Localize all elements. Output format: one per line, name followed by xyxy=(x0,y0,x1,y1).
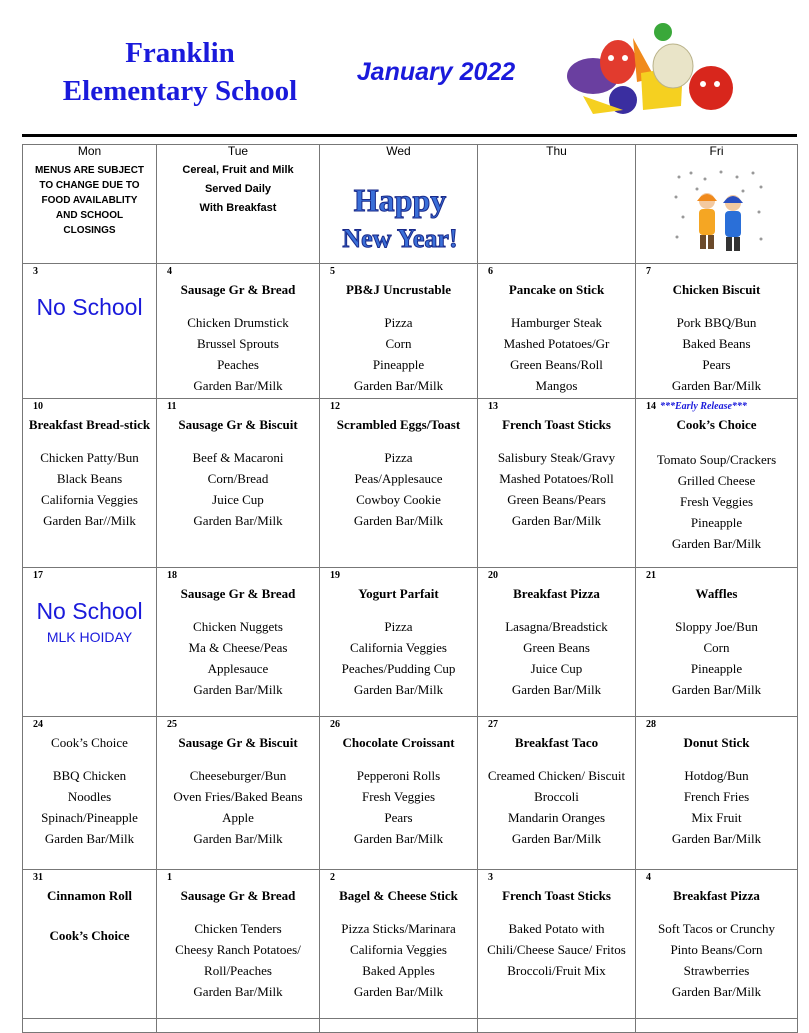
menu-item: Garden Bar/Milk xyxy=(193,682,283,697)
day-cell xyxy=(636,568,798,717)
school-name-line2: Elementary School xyxy=(62,75,298,107)
day-cell xyxy=(320,399,478,568)
day-cell xyxy=(478,399,636,568)
happy-new-year-graphic xyxy=(330,175,470,255)
menu-item: Tomato Soup/Crackers xyxy=(656,452,777,467)
menu-item: Brussel Sprouts xyxy=(197,336,279,351)
lunch-title: Cook’s Choice xyxy=(49,928,130,943)
menu-item: Garden Bar/Milk xyxy=(353,682,444,697)
day-number-text: 3 xyxy=(33,266,38,277)
day-cell xyxy=(23,264,157,399)
menu-item: Pears xyxy=(384,810,413,825)
day-number-text: 24 xyxy=(33,719,43,730)
breakfast-title: Yogurt Parfait xyxy=(358,586,439,601)
breakfast-title: Sausage Gr & Bread xyxy=(180,888,296,903)
menu-item: Lasagna/Breadstick xyxy=(505,619,608,634)
day-number xyxy=(320,870,477,884)
day-number-text: 10 xyxy=(33,401,43,412)
day-number xyxy=(478,399,635,413)
menu-item: Garden Bar/Milk xyxy=(44,831,135,846)
menu-item: Baked Beans xyxy=(682,336,751,351)
menu-item: Fresh Veggies xyxy=(361,789,436,804)
lunch-items xyxy=(636,918,797,1002)
day-number-text: 17 xyxy=(33,570,43,581)
day-cell xyxy=(157,717,320,870)
day-number-text: 18 xyxy=(167,570,177,581)
menu-item: Corn xyxy=(703,640,730,655)
school-name xyxy=(0,34,360,110)
day-cell xyxy=(320,717,478,870)
day-number xyxy=(320,399,477,413)
day-number xyxy=(23,870,156,884)
menu-item: Pinto Beans/Corn xyxy=(670,942,763,957)
day-cell xyxy=(478,870,636,1033)
menu-item: Garden Bar/Milk xyxy=(511,513,602,528)
day-number xyxy=(636,870,797,884)
empty-cell xyxy=(478,157,636,264)
happy-text: Happy xyxy=(353,182,447,218)
day-cell xyxy=(157,264,320,399)
menu-item: Cheeseburger/Bun xyxy=(189,768,287,783)
menu-item: Garden Bar/Milk xyxy=(671,984,762,999)
menu-item: Pizza xyxy=(384,315,413,330)
menu-item: Black Beans xyxy=(56,471,123,486)
lunch-items xyxy=(478,918,635,981)
day-number-text: 13 xyxy=(488,401,498,412)
day-cell xyxy=(320,870,478,1033)
day-number xyxy=(636,568,797,582)
menu-item: Beef & Macaroni xyxy=(192,450,284,465)
menu-item: Garden Bar/Milk xyxy=(671,378,762,393)
menu-notice-cell xyxy=(23,157,157,264)
menu-item: Garden Bar/Milk xyxy=(193,378,283,393)
day-number-text: 19 xyxy=(330,570,340,581)
menu-item: Broccoli/Fruit Mix xyxy=(507,963,606,978)
menu-item: Applesauce xyxy=(207,661,269,676)
breakfast-notice-cell xyxy=(157,157,320,264)
week-row xyxy=(23,717,798,870)
day-number-text: 7 xyxy=(646,266,651,277)
menu-item: California Veggies xyxy=(350,640,447,655)
menu-item: Garden Bar/Milk xyxy=(353,378,444,393)
day-cell xyxy=(157,568,320,717)
menu-item: Chicken Drumstick xyxy=(187,315,289,330)
menu-item: Pork BBQ/Bun xyxy=(676,315,757,330)
menu-item: French Fries xyxy=(683,789,750,804)
menu-item: Mandarin Oranges xyxy=(507,810,606,825)
day-number xyxy=(157,870,319,884)
breakfast-title: Scrambled Eggs/Toast xyxy=(336,417,461,432)
day-cell xyxy=(636,717,798,870)
menu-item: Peas/Applesauce xyxy=(354,471,443,486)
day-number xyxy=(636,399,797,413)
day-cell xyxy=(636,264,798,399)
lunch-items xyxy=(23,447,156,531)
menu-item: Salisbury Steak/Gravy xyxy=(497,450,616,465)
day-number-text: 4 xyxy=(646,872,651,883)
early-release-note: ***Early Release*** xyxy=(660,401,747,412)
day-cell xyxy=(636,399,798,568)
breakfast-title: Sausage Gr & Bread xyxy=(180,586,296,601)
breakfast-title: Breakfast Taco xyxy=(514,735,599,750)
day-cell xyxy=(320,264,478,399)
breakfast-title: PB&J Uncrustable xyxy=(345,282,452,297)
breakfast-title: Pancake on Stick xyxy=(508,282,605,297)
day-number xyxy=(157,399,319,413)
menu-item: Pizza Sticks/Marinara xyxy=(341,921,456,936)
menu-item: Chili/Cheese Sauce/ Fritos xyxy=(487,942,626,957)
day-number xyxy=(23,717,156,731)
menu-item: Spinach/Pineapple xyxy=(41,810,138,825)
day-number-text: 5 xyxy=(330,266,335,277)
lunch-items xyxy=(320,765,477,849)
menu-item: Broccoli xyxy=(534,789,579,804)
menu-item: Peaches xyxy=(217,357,259,372)
day-cell xyxy=(478,264,636,399)
breakfast-title: Breakfast Pizza xyxy=(673,888,760,903)
day-number-text: 2 xyxy=(330,872,335,883)
day-number-text: 26 xyxy=(330,719,340,730)
lunch-items xyxy=(478,616,635,700)
day-header-wed: Wed xyxy=(320,145,478,158)
menu-item: Garden Bar//Milk xyxy=(43,513,136,528)
no-school-label: No School xyxy=(36,294,143,320)
menu-item: Pears xyxy=(702,357,731,372)
lunch-items xyxy=(320,312,477,396)
breakfast-title: Breakfast Pizza xyxy=(513,586,600,601)
day-number-text: 21 xyxy=(646,570,656,581)
week-row xyxy=(23,568,798,717)
lunch-items xyxy=(157,616,319,700)
day-number-text: 12 xyxy=(330,401,340,412)
day-number-text: 6 xyxy=(488,266,493,277)
menu-item: Hamburger Steak xyxy=(510,315,603,330)
day-number xyxy=(157,717,319,731)
menu-item: Sloppy Joe/Bun xyxy=(675,619,758,634)
menu-item: Cheesy Ranch Potatoes/ xyxy=(175,942,301,957)
day-header-mon: Mon xyxy=(23,145,157,158)
day-number xyxy=(478,568,635,582)
menu-item: Green Beans xyxy=(523,640,590,655)
menu-item: Garden Bar/Milk xyxy=(671,536,762,551)
day-number-text: 14 xyxy=(646,401,656,412)
menu-item: Garden Bar/Milk xyxy=(353,831,444,846)
menu-item: Green Beans/Pears xyxy=(507,492,606,507)
menu-item: Roll/Peaches xyxy=(204,963,272,978)
lunch-items xyxy=(320,616,477,700)
breakfast-title: Breakfast Bread-stick xyxy=(28,417,151,432)
day-cell xyxy=(23,568,157,717)
menu-item: Pineapple xyxy=(690,661,743,676)
winter-kids-cell xyxy=(636,157,798,264)
day-number-text: 20 xyxy=(488,570,498,581)
breakfast-title: Cook’s Choice xyxy=(51,735,128,750)
menu-item: California Veggies xyxy=(350,942,447,957)
lunch-items xyxy=(320,918,477,1002)
children-in-snow-illustration xyxy=(671,167,766,255)
breakfast-title: Donut Stick xyxy=(683,735,750,750)
breakfast-title: Chocolate Croissant xyxy=(342,735,455,750)
breakfast-title: Bagel & Cheese Stick xyxy=(339,888,458,903)
menu-item: Garden Bar/Milk xyxy=(353,513,444,528)
no-school-label: No School xyxy=(36,598,143,624)
day-number-text: 28 xyxy=(646,719,656,730)
menu-item: Garden Bar/Milk xyxy=(671,831,762,846)
breakfast-title: Sausage Gr & Biscuit xyxy=(178,417,298,432)
day-number xyxy=(157,264,319,278)
day-number-text: 25 xyxy=(167,719,177,730)
menu-item: Mashed Potatoes/Gr xyxy=(503,336,610,351)
lunch-items xyxy=(157,447,319,531)
menu-item: Cowboy Cookie xyxy=(356,492,441,507)
menu-item: Baked Potato with xyxy=(508,921,605,936)
day-number-text: 1 xyxy=(167,872,172,883)
menu-item: Chicken Nuggets xyxy=(193,619,283,634)
day-cell xyxy=(478,568,636,717)
lunch-items xyxy=(636,616,797,700)
lunch-items xyxy=(157,312,319,396)
day-number xyxy=(478,264,635,278)
menu-change-notice: MENUS ARE SUBJECT TO CHANGE DUE TO FOOD AVAILABLITY AND SCHOOL CLOSINGS xyxy=(34,165,145,236)
menu-item: Pizza xyxy=(384,619,413,634)
menu-item: Pepperoni Rolls xyxy=(356,768,441,783)
week-row xyxy=(23,264,798,399)
breakfast-title: Waffles xyxy=(695,586,738,601)
lunch-items xyxy=(636,312,797,396)
menu-item: Green Beans/Roll xyxy=(510,357,603,372)
month-title: January 2022 xyxy=(356,58,516,86)
menu-item: Garden Bar/Milk xyxy=(193,984,283,999)
day-number xyxy=(636,264,797,278)
day-number-text: 4 xyxy=(167,266,172,277)
menu-item: Corn/Bread xyxy=(207,471,269,486)
menu-item: California Veggies xyxy=(41,492,138,507)
day-header-fri: Fri xyxy=(636,145,798,158)
day-number xyxy=(23,568,156,582)
lunch-items xyxy=(157,918,319,1002)
menu-item: Garden Bar/Milk xyxy=(193,831,283,846)
day-cell xyxy=(23,717,157,870)
week-row xyxy=(23,870,798,1033)
day-number-text: 11 xyxy=(167,401,177,412)
menu-calendar xyxy=(22,144,798,1033)
day-number xyxy=(636,717,797,731)
day-cell xyxy=(636,870,798,1033)
day-number xyxy=(23,264,156,278)
breakfast-title: Sausage Gr & Biscuit xyxy=(178,735,298,750)
day-cell xyxy=(23,399,157,568)
holiday-label: MLK HOIDAY xyxy=(46,629,133,645)
menu-item: Garden Bar/Milk xyxy=(193,513,283,528)
day-number xyxy=(23,399,156,413)
breakfast-notice: Cereal, Fruit and Milk Served Daily With Breakfast xyxy=(182,164,294,214)
menu-item: Mashed Potatoes/Roll xyxy=(499,471,614,486)
menu-item: Chicken Tenders xyxy=(194,921,282,936)
menu-item: Juice Cup xyxy=(530,661,583,676)
lunch-items xyxy=(478,765,635,849)
breakfast-title: Chicken Biscuit xyxy=(672,282,761,297)
lunch-items xyxy=(478,447,635,531)
menu-item: Pizza xyxy=(384,450,413,465)
menu-item: Baked Apples xyxy=(362,963,435,978)
day-cell xyxy=(157,870,320,1033)
lunch-items xyxy=(320,447,477,531)
day-header-tue: Tue xyxy=(157,145,320,158)
menu-item: Strawberries xyxy=(683,963,750,978)
menu-item: Garden Bar/Milk xyxy=(353,984,444,999)
day-cell xyxy=(23,870,157,1033)
day-number xyxy=(320,264,477,278)
school-name-line1: Franklin xyxy=(125,37,235,69)
menu-item: Pineapple xyxy=(690,515,743,530)
day-number xyxy=(320,717,477,731)
day-number-text: 31 xyxy=(33,872,43,883)
day-header-thu: Thu xyxy=(478,145,636,158)
breakfast-title: Cinnamon Roll xyxy=(47,888,132,903)
menu-item: Oven Fries/Baked Beans xyxy=(173,789,303,804)
lunch-items xyxy=(23,765,156,849)
lunch-items xyxy=(478,312,635,396)
lunch-items xyxy=(157,765,319,849)
menu-item: Noodles xyxy=(67,789,112,804)
menu-item: Soft Tacos or Crunchy xyxy=(658,921,775,936)
day-cell xyxy=(478,717,636,870)
day-number-text: 3 xyxy=(488,872,493,883)
menu-item: Mangos xyxy=(535,378,578,393)
menu-item: Garden Bar/Milk xyxy=(511,682,602,697)
menu-item: Ma & Cheese/Peas xyxy=(188,640,288,655)
menu-item: Chicken Patty/Bun xyxy=(40,450,139,465)
menu-item: BBQ Chicken xyxy=(52,768,127,783)
menu-item: Garden Bar/Milk xyxy=(511,831,602,846)
menu-item: Hotdog/Bun xyxy=(684,768,749,783)
day-number xyxy=(478,870,635,884)
fruit-veggie-illustration xyxy=(563,18,741,118)
week-row xyxy=(23,399,798,568)
lunch-items xyxy=(636,765,797,849)
day-number xyxy=(320,568,477,582)
menu-item: Mix Fruit xyxy=(691,810,742,825)
day-number xyxy=(157,568,319,582)
menu-item: Corn xyxy=(385,336,412,351)
lunch-items xyxy=(636,449,797,554)
day-number-text: 27 xyxy=(488,719,498,730)
menu-item: Peaches/Pudding Cup xyxy=(341,661,456,676)
menu-item: Apple xyxy=(222,810,254,825)
menu-item: Grilled Cheese xyxy=(677,473,756,488)
breakfast-title: Cook’s Choice xyxy=(676,417,757,432)
breakfast-title: Sausage Gr & Bread xyxy=(180,282,296,297)
new-year-text: New Year! xyxy=(342,224,458,253)
menu-item: Creamed Chicken/ Biscuit xyxy=(487,768,626,783)
breakfast-title: French Toast Sticks xyxy=(502,888,611,903)
menu-item: Pineapple xyxy=(372,357,425,372)
day-number xyxy=(478,717,635,731)
day-cell xyxy=(320,568,478,717)
menu-item: Fresh Veggies xyxy=(679,494,754,509)
breakfast-title: French Toast Sticks xyxy=(502,417,611,432)
day-cell xyxy=(157,399,320,568)
menu-item: Garden Bar/Milk xyxy=(671,682,762,697)
happy-new-year-cell xyxy=(320,157,478,264)
header-rule xyxy=(22,134,797,137)
bottom-rule xyxy=(22,1018,797,1019)
menu-item: Juice Cup xyxy=(212,492,264,507)
